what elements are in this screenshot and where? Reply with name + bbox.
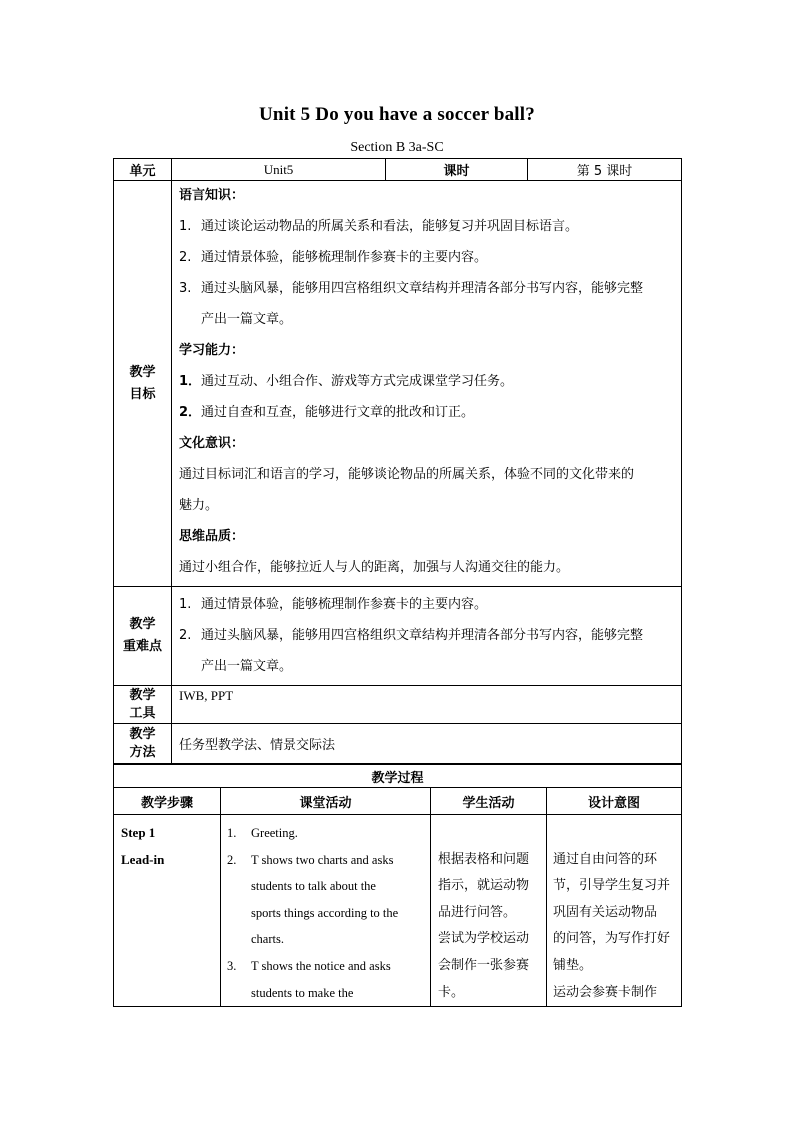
activity-item: 2. T shows two charts and asks (227, 852, 394, 867)
keypoints-label-line1: 教学 (129, 617, 156, 632)
methods-value (172, 724, 682, 764)
keypoint-item-continued: 产出一篇文章。 (201, 659, 293, 674)
design-line: 铺垫。 (553, 957, 593, 973)
lang-item: 1. 通过谈论运动物品的所属关系和看法，能够复习并巩固目标语言。 (179, 219, 579, 234)
period-value: 第 5 课时 (528, 159, 682, 181)
design-intent-cell (547, 815, 682, 1007)
design-line: 巩固有关运动物品 (553, 904, 658, 920)
student-spacer (438, 820, 540, 847)
activity-item-line: charts. (251, 932, 284, 947)
culture-text-continued: 魅力。 (179, 498, 219, 513)
step-name: Lead-in (121, 851, 165, 867)
keypoint-item: 1. 通过情景体验，能够梳理制作参赛卡的主要内容。 (179, 597, 488, 612)
lang-item: 3. 通过头脑风暴，能够用四宫格组织文章结构并理清各部分书写内容，能够完整 (179, 281, 644, 296)
process-table (113, 764, 682, 1007)
ability-heading: 学习能力： (179, 343, 245, 358)
culture-heading: 文化意识： (179, 436, 245, 451)
activity-item-line: students to make the (251, 985, 354, 1000)
methods-label-line1: 教学 (129, 726, 156, 742)
keypoint-item: 2. 通过头脑风暴，能够用四宫格组织文章结构并理清各部分书写内容，能够完整 (179, 628, 644, 643)
tools-text: IWB, PPT (179, 688, 234, 703)
goals-content (172, 181, 682, 587)
ability-item: 1．通过互动、小组合作、游戏等方式完成课堂学习任务。 (179, 374, 514, 389)
goals-label-line2: 目标 (129, 386, 156, 402)
lang-heading: 语言知识： (179, 188, 245, 203)
student-line: 指示，就运动物 (438, 878, 530, 894)
lesson-plan-table (113, 158, 682, 764)
keypoints-label (114, 587, 172, 686)
step-number: Step 1 (121, 825, 156, 840)
tools-label-line2: 工具 (129, 705, 156, 721)
period-label: 课时 (386, 159, 528, 181)
methods-text: 任务型教学法、情景交际法 (179, 738, 336, 753)
activity-item: 3. T shows the notice and asks (227, 958, 391, 973)
tools-label (114, 686, 172, 724)
goals-label (114, 181, 172, 587)
design-line: 通过自由问答的环 (553, 851, 658, 867)
activity-item-line: students to talk about the (251, 879, 376, 894)
tools-label-line1: 教学 (129, 687, 156, 703)
activity-item-line: sports things according to the (251, 905, 399, 920)
student-activity-cell (431, 815, 547, 1007)
student-line: 卡。 (438, 984, 465, 1000)
design-spacer (553, 820, 676, 847)
unit-label: 单元 (114, 159, 172, 181)
lang-item-continued: 产出一篇文章。 (201, 312, 293, 327)
keypoints-label-line2: 重难点 (122, 639, 162, 654)
activity-item: 1. Greeting. (227, 826, 298, 840)
design-line: 的问答，为写作打好 (553, 931, 671, 947)
tools-value (172, 686, 682, 724)
student-line: 尝试为学校运动 (438, 931, 530, 947)
student-line: 会制作一张参赛 (438, 957, 530, 973)
design-line: 节，引导学生复习并 (553, 878, 671, 894)
col-design: 设计意图 (547, 788, 682, 815)
lang-item: 2. 通过情景体验，能够梳理制作参赛卡的主要内容。 (179, 250, 488, 265)
col-activity: 课堂活动 (221, 788, 431, 815)
unit-value: Unit5 (172, 159, 386, 181)
document-title: Unit 5 Do you have a soccer ball? (259, 104, 535, 125)
thinking-text: 通过小组合作，能够拉近人与人的距离，加强与人沟通交往的能力。 (179, 560, 570, 575)
design-line: 运动会参赛卡制作 (553, 984, 658, 1000)
student-line: 根据表格和问题 (438, 851, 530, 867)
document-subtitle: Section B 3a-SC (350, 140, 444, 155)
col-step: 教学步骤 (114, 788, 221, 815)
ability-item: 2．通过自查和互查，能够进行文章的批改和订正。 (179, 405, 475, 420)
activity-cell (221, 815, 431, 1007)
methods-label-line2: 方法 (129, 744, 156, 760)
keypoints-content (172, 587, 682, 686)
goals-label-line1: 教学 (129, 364, 156, 380)
col-student: 学生活动 (431, 788, 547, 815)
thinking-heading: 思维品质： (179, 529, 245, 544)
student-line: 品进行问答。 (438, 904, 517, 920)
process-heading: 教学过程 (114, 765, 682, 788)
step-cell (114, 815, 221, 1007)
methods-label (114, 724, 172, 764)
culture-text: 通过目标词汇和语言的学习，能够谈论物品的所属关系，体验不同的文化带来的 (179, 467, 635, 482)
